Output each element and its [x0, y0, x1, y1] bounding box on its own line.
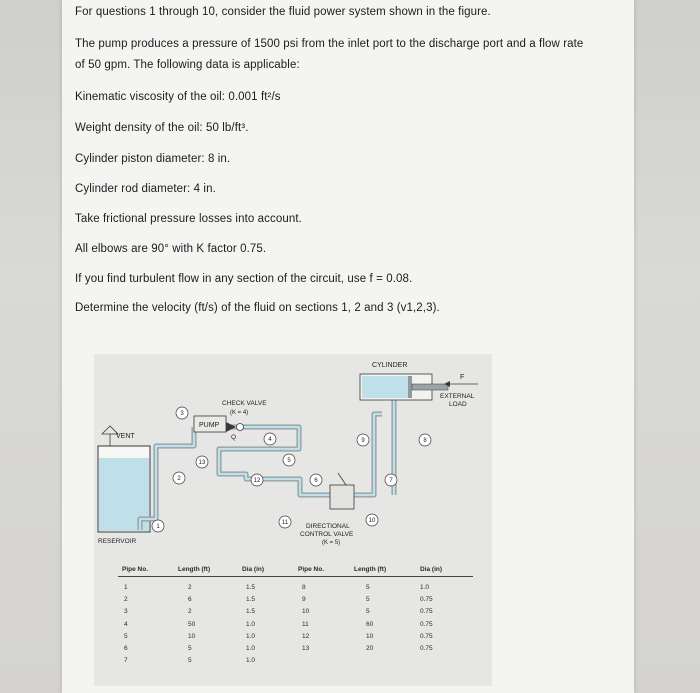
pipe-marker-13: 13 [198, 460, 206, 466]
table-cell: 20 [366, 645, 374, 652]
table-cell: 7 [124, 657, 128, 665]
valve-lever [338, 473, 346, 485]
table-cell: 5 [124, 632, 128, 640]
table-header-pipe-no-left: Pipe No. [122, 566, 149, 573]
table-cell: 0.75 [420, 608, 433, 616]
table-cell: 1.0 [246, 632, 256, 640]
table-header-dia-right: Dia (in) [420, 566, 443, 573]
question-line-4: Kinematic viscosity of the oil: 0.001 ft²/s [75, 91, 281, 103]
table-cell: 10 [302, 608, 310, 616]
table-cell: 5 [366, 584, 370, 591]
table-cell: 1.0 [420, 584, 430, 591]
pump-label: PUMP [199, 422, 220, 429]
question-line-3: of 50 gpm. The following data is applicable: [75, 59, 300, 71]
external-load-label-1: EXTERNAL [440, 393, 475, 400]
table-cell: 6 [188, 596, 192, 604]
table-cell: 1.0 [246, 620, 256, 628]
force-label: F [460, 374, 465, 381]
question-line-2: The pump produces a pressure of 1500 psi from the inlet port to the discharge port and a flow rate [75, 38, 584, 50]
vent-label: VENT [116, 433, 135, 440]
question-line-8: Take frictional pressure losses into account. [75, 213, 302, 225]
pipe-marker-12: 12 [253, 478, 261, 484]
pipe-marker-6: 6 [314, 478, 318, 484]
table-cell: 10 [366, 632, 374, 640]
question-line-1: For questions 1 through 10, consider the fluid power system shown in the figure. [75, 6, 491, 18]
table-cell: 11 [302, 620, 309, 628]
pipe-marker-3: 3 [180, 411, 184, 417]
flow-q-label: Q [231, 434, 237, 441]
table-cell: 9 [302, 596, 306, 604]
pipe-marker-5: 5 [287, 458, 291, 464]
question-line-5: Weight density of the oil: 50 lb/ft³. [75, 122, 249, 134]
pipe-marker-10: 10 [368, 518, 376, 524]
table-cell: 4 [124, 620, 128, 628]
question-line-11: Determine the velocity (ft/s) of the fluid on sections 1, 2 and 3 (v1,2,3). [75, 302, 440, 314]
table-cell: 13 [302, 645, 310, 652]
question-line-7: Cylinder rod diameter: 4 in. [75, 183, 216, 195]
table-header-dia-left: Dia (in) [242, 566, 265, 573]
cylinder-rod [412, 384, 448, 390]
pipe-marker-4: 4 [268, 437, 272, 443]
table-cell: 0.75 [420, 645, 433, 652]
table-cell: 50 [188, 620, 196, 628]
table-cell: 1.5 [246, 608, 256, 616]
table-cell: 2 [188, 584, 192, 591]
cylinder-piston [408, 376, 412, 398]
pipe-marker-8: 8 [423, 438, 427, 444]
table-cell: 2 [124, 596, 128, 604]
table-header-length-right: Length (ft) [354, 566, 387, 573]
table-cell: 0.75 [420, 632, 433, 640]
question-line-6: Cylinder piston diameter: 8 in. [75, 153, 231, 165]
table-header-rule [118, 576, 473, 577]
pipe-marker-1: 1 [156, 524, 160, 530]
pipe-marker-2: 2 [177, 476, 181, 482]
table-cell: 2 [188, 608, 192, 616]
table-cell: 3 [124, 608, 128, 616]
table-header-length-left: Length (ft) [178, 566, 211, 573]
directional-valve-body [330, 485, 354, 509]
check-valve-arrow [226, 422, 236, 432]
table-cell: 1.5 [246, 596, 256, 604]
table-cell: 5 [366, 596, 370, 604]
question-line-9: All elbows are 90° with K factor 0.75. [75, 243, 267, 255]
reservoir-label: RESERVOIR [98, 538, 137, 545]
table-cell: 0.75 [420, 596, 433, 604]
pipe-marker-7: 7 [389, 478, 393, 484]
table-cell: 0.75 [420, 620, 433, 628]
table-cell: 6 [124, 645, 128, 652]
table-cell: 12 [302, 632, 310, 640]
check-valve-label: CHECK VALVE [222, 400, 267, 407]
check-valve-ball [237, 424, 244, 431]
table-cell: 1.5 [246, 584, 256, 591]
table-cell: 60 [366, 620, 374, 628]
question-line-10: If you find turbulent flow in any section of the circuit, use f = 0.08. [75, 273, 413, 285]
dcv-label-1: DIRECTIONAL [306, 523, 350, 530]
table-cell: 1 [124, 584, 128, 591]
pipe-marker-9: 9 [361, 438, 365, 444]
dcv-label-3: (K = 5) [322, 540, 341, 546]
table-cell: 1.0 [246, 657, 256, 665]
cylinder-fluid [362, 376, 408, 398]
dcv-label-2: CONTROL VALVE [300, 531, 354, 538]
table-cell: 10 [188, 632, 196, 640]
table-cell: 5 [188, 657, 192, 665]
external-load-label-2: LOAD [449, 401, 467, 408]
table-header-pipe-no-right: Pipe No. [298, 566, 325, 573]
pipe-marker-11: 11 [281, 520, 289, 526]
table-cell: 5 [366, 608, 370, 616]
check-valve-k: (K = 4) [230, 410, 249, 416]
table-cell: 8 [302, 584, 306, 591]
table-cell: 1.0 [246, 645, 256, 652]
table-cell: 5 [188, 645, 192, 652]
cylinder-label: CYLINDER [372, 362, 408, 369]
